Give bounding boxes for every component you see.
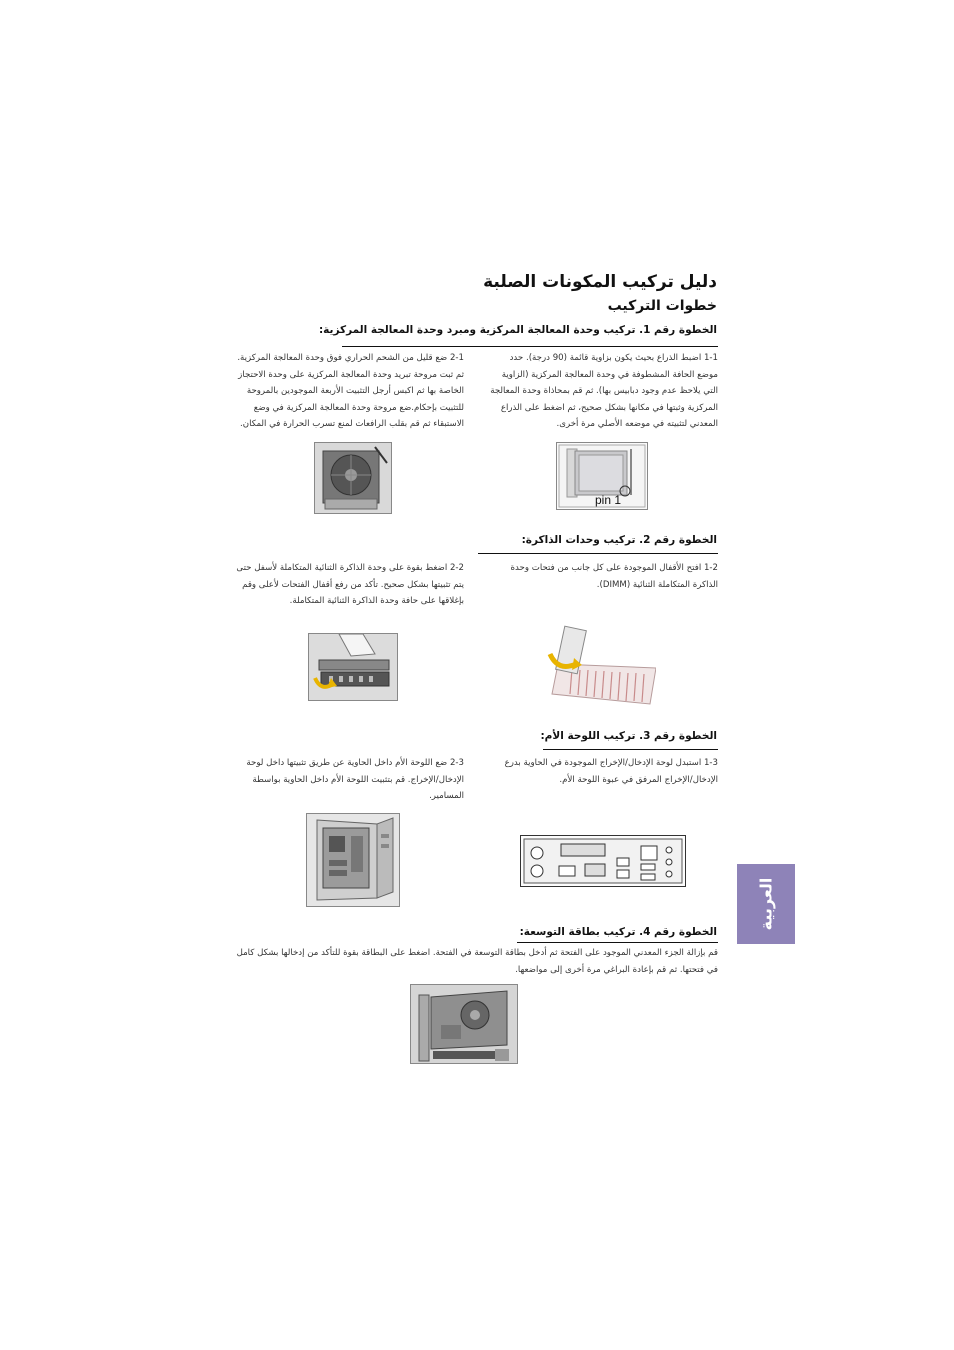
step-3-rule [543, 749, 718, 750]
step-1-rule [342, 346, 718, 347]
expansion-card-figure [410, 984, 518, 1064]
io-shield-figure [520, 835, 686, 887]
cpu-socket-figure [556, 442, 648, 510]
step-3-heading: الخطوة رقم 3. تركيب اللوحة الأم: [540, 730, 717, 742]
step-1-heading: الخطوة رقم 1. تركيب وحدة المعالجة المركزية ومبرد وحدة المعالجة المركزية: [318, 324, 717, 336]
language-tab [737, 864, 795, 944]
chassis-figure [306, 813, 400, 907]
step-2-1-text: 1-2 افتح الأقفال الموجودة على كل جانب من فتحات وحدة الذاكرة المتكاملة الثنائية (DIMM). [510, 563, 718, 590]
dimm-insert-figure [308, 633, 398, 701]
cpu-cooler-figure [314, 442, 392, 514]
step-2-heading: الخطوة رقم 2. تركيب وحدات الذاكرة: [521, 534, 717, 546]
dimm-clip-figure [544, 624, 656, 706]
step-4-text: قم بإزالة الجزء المعدني الموجود على الفتحة ثم أدخل بطاقة التوسعة في الفتحة. اضغط على البطاقة بقوة للتأكد من إدخالها بشكل كامل في فتحتها. ثم قم بإعادة البراغي مرة أخرى إلى مواضعها. [236, 948, 718, 975]
page-title: دليل تركيب المكونات الصلبة [483, 272, 717, 292]
step-2-rule [478, 553, 718, 554]
pin-1-label: pin 1 [595, 493, 622, 507]
step-3-1-text: 1-3 استبدل لوحة الإدخال/الإخراج الموجودة في الحاوية بدرع الإدخال/الإخراج المرفق في عبوة اللوحة الأم. [504, 758, 718, 785]
step-1-2-text: 2-1 ضع قليل من الشحم الحراري فوق وحدة المعالجة المركزية. ثم ثبت مروحة تبريد وحدة المعالجة المركزية على وحدة الاحتجاز الخاصة بها ثم اكبس أرجل التثبيت الأربعة الموجودين بالمروحة للتثبيت بإحكام.ضع مروحة وحدة المعالجة المركزية في وضع الاستبقاء ثم قم بقلب الرافعات لمنع تسرب الحرارة في المكان. [237, 353, 464, 429]
step-4-heading: الخطوة رقم 4. تركيب بطاقة التوسعة: [519, 926, 717, 938]
step-4-rule [517, 942, 718, 943]
step-1-1-text: 1-1 اضبط الذراع بحيث يكون بزاوية قائمة (90 درجة). حدد موضع الحافة المشطوفة في وحدة المعالجة المركزية (الزاوية التي يلاحظ عدم وجود دبابيس بها). ثم قم بمحاذاة وحدة المعالجة المركزية وثبتها في مكانها بشكل صحيح، ثم اضغط على الذراع المعدني لتثبيته في موضعه الأصلي مرة أخرى. [490, 353, 718, 429]
step-2-2-text: 2-2 اضغط بقوة على وحدة الذاكرة الثنائية المتكاملة لأسفل حتى يتم تثبيتها بشكل صحيح. تأكد من رفع أقفال الفتحات لأعلى وقم بإغلاقها على حافة وحدة الذاكرة الثنائية المتكاملة. [236, 563, 464, 606]
step-3-2-text: 2-3 ضع اللوحة الأم داخل الحاوية عن طريق تثبيتها داخل لوحة الإدخال/الإخراج. قم بتثبيت اللوحة الأم داخل الحاوية بواسطة المسامير. [246, 758, 464, 801]
section-subtitle: خطوات التركيب [607, 298, 717, 314]
language-tab-label: العربية [756, 877, 776, 931]
